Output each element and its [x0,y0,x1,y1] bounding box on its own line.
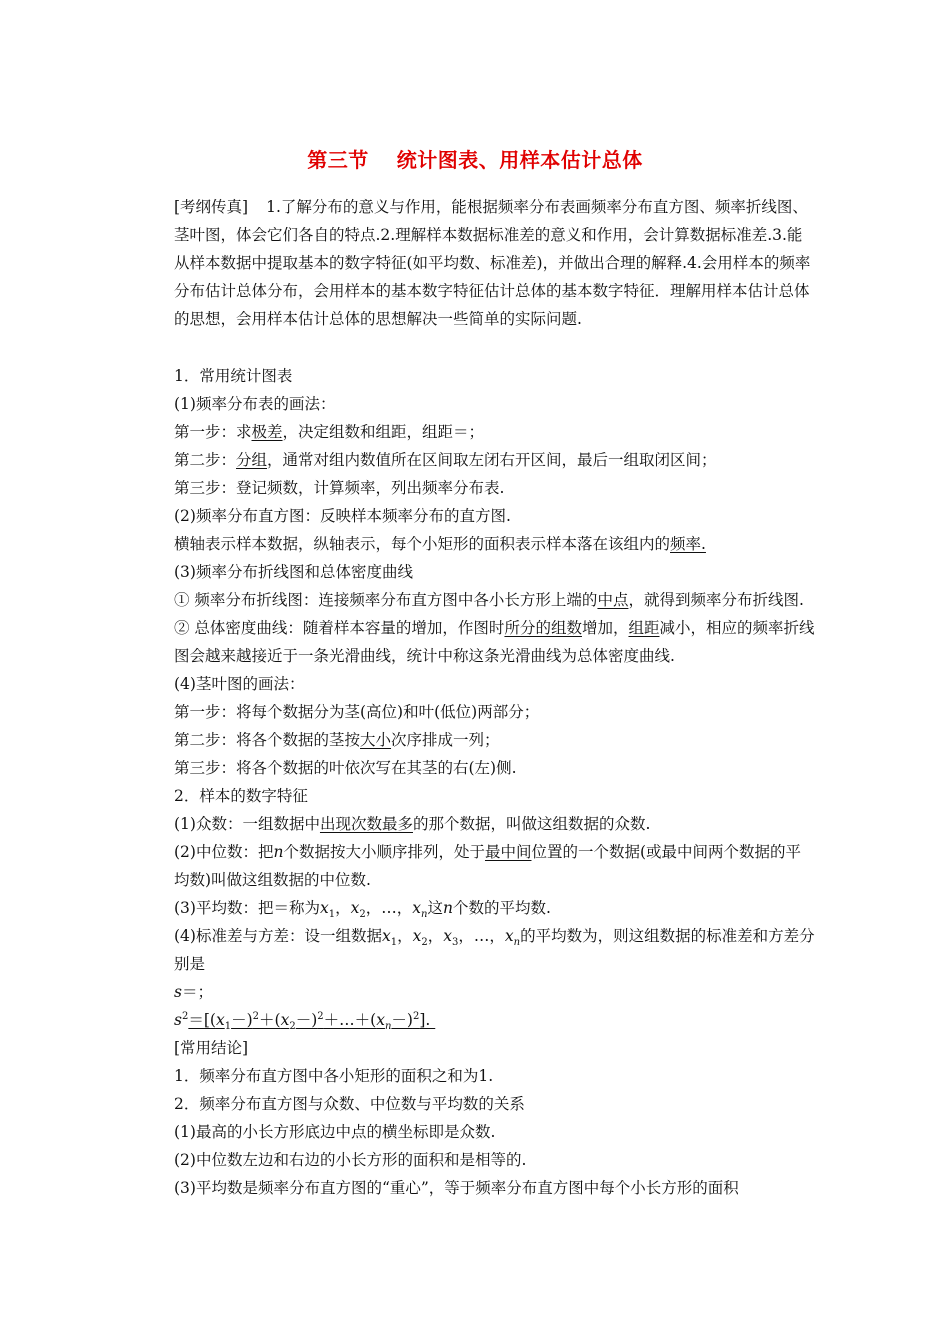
conclusion-1: 1．频率分布直方图中各小矩形的面积之和为1. [174,1067,494,1085]
histogram-title: (2)频率分布直方图：反映样本频率分布的直方图. [174,507,511,525]
freq-table-step1: 第一步：求极差，决定组数和组距，组距＝； [174,423,485,441]
conclusion-4: (2)中位数左边和右边的小长方形的面积和是相等的. [174,1151,527,1169]
freq-table-step3: 第三步：登记频数，计算频率，列出频率分布表. [174,479,505,497]
variance-formula: $s^2=[(x_1-)^2+(x_2-)^2+\dots+(x_n-)^2]$. [174,1010,436,1033]
section-title [0,144,950,173]
syllabus-tag: [考纲传真] [174,198,249,216]
polygon-desc: ① 频率分布折线图：连接频率分布直方图中各小长方形上端的中点，就得到频率分布折线图. [174,591,804,609]
section1-heading: 1．常用统计图表 [174,367,293,385]
content-body [174,362,816,1202]
stemleaf-step1: 第一步：将每个数据分为茎(高位)和叶(低位)两部分； [174,703,540,721]
syllabus-text: 1.了解分布的意义与作用，能根据频率分布表画频率分布直方图、频率折线图、茎叶图，体会它们各自的特点.2.理解样本数据标准差的意义和作用，会计算数据标准差.3.能从样本数据中提取基本的数字特征(如平均数、标准差)，并做出合理的解释.4.会用样本的频率分布估计总体分布，会用样本的基本数字特征估计总体的基本数字特征．理解用样本估计总体的思想，会用样本估计总体的思想解决一些简单的实际问题. [174,198,811,328]
histogram-desc: 横轴表示样本数据，纵轴表示，每个小矩形的面积表示样本落在该组内的频率. [174,535,706,553]
stemleaf-title: (4)茎叶图的画法： [174,675,305,693]
stddev-formula: s＝； [174,983,213,1001]
conclusion-3: (1)最高的小长方形底边中点的横坐标即是众数. [174,1123,496,1141]
mean-def: (3)平均数：把＝称为$x_1$，$x_2$，…，$x_n$这n个数的平均数. [174,899,551,921]
section-number: 第三节 [307,148,369,172]
stemleaf-step2: 第二步：将各个数据的茎按大小次序排成一列； [174,731,500,749]
stddev-def: (4)标准差与方差：设一组数据$x_1$，$x_2$，$x_3$，…，$x_n$的平均数为，则这组数据的标准差和方差分别是 [174,927,815,973]
section-name: 统计图表、用样本估计总体 [396,148,643,172]
conclusion-heading: [常用结论] [174,1039,249,1057]
syllabus-intro [174,193,816,333]
section2-heading: 2．样本的数字特征 [174,787,308,805]
mode-def: (1)众数：一组数据中出现次数最多的那个数据，叫做这组数据的众数. [174,815,651,833]
median-def: (2)中位数：把n个数据按大小顺序排列，处于最中间位置的一个数据(或最中间两个数据的平均数)叫做这组数据的中位数. [174,843,802,889]
density-desc: ② 总体密度曲线：随着样本容量的增加，作图时所分的组数增加，组距减小，相应的频率折线图会越来越接近于一条光滑曲线，统计中称这条光滑曲线为总体密度曲线. [174,619,815,665]
polygon-title: (3)频率分布折线图和总体密度曲线 [174,563,413,581]
freq-table-step2: 第二步：分组，通常对组内数值所在区间取左闭右开区间，最后一组取闭区间； [174,451,717,469]
stemleaf-step3: 第三步：将各个数据的叶依次写在其茎的右(左)侧. [174,759,517,777]
conclusion-5: (3)平均数是频率分布直方图的“重心”，等于频率分布直方图中每个小长方形的面积 [174,1179,739,1197]
conclusion-2: 2．频率分布直方图与众数、中位数与平均数的关系 [174,1095,525,1113]
freq-table-title: (1)频率分布表的画法： [174,395,336,413]
